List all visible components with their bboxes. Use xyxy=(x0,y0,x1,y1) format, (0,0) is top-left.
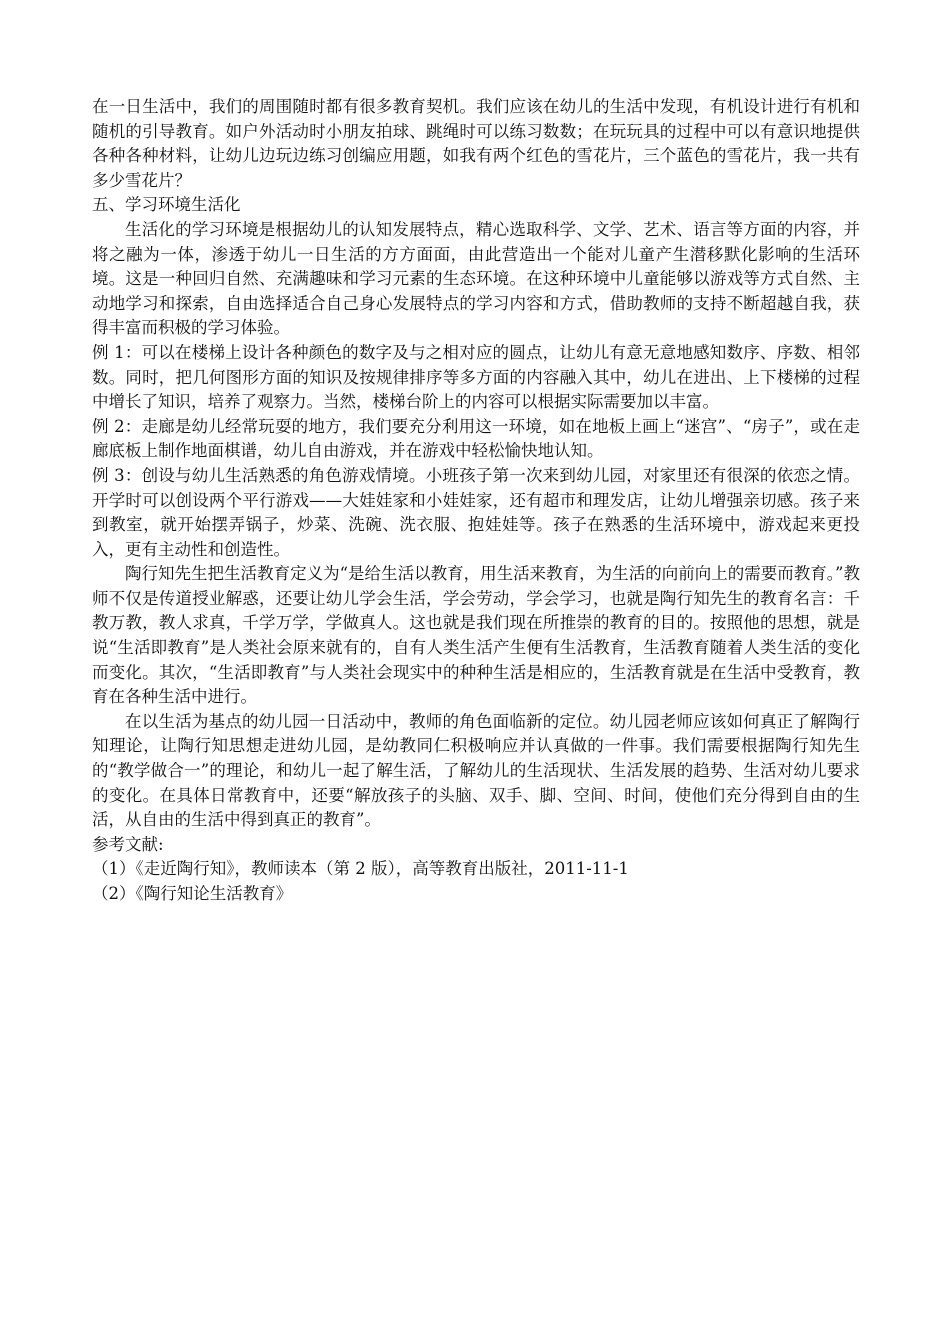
document-page xyxy=(92,95,860,907)
reference-item-2: （2）《陶行知论生活教育》 xyxy=(92,884,293,903)
intro-paragraph: 在一日生活中，我们的周围随时都有很多教育契机。我们应该在幼儿的生活中发现，有机设计进行有机和随机的引导教育。如户外活动时小朋友拍球、跳绳时可以练习数数；在玩玩具的过程中可以有意识地提供各种各种材料，让幼儿边玩边练习创编应用题，如我有两个红色的雪花片，三个蓝色的雪花片，我一共有多少雪花片？ xyxy=(92,97,860,190)
example-3-paragraph: 例 3：创设与幼儿生活熟悉的角色游戏情境。小班孩子第一次来到幼儿园，对家里还有很深的依恋之情。开学时可以创设两个平行游戏——大娃娃家和小娃娃家，还有超市和理发店，让幼儿增强亲切感。孩子来到教室，就开始摆弄锅子，炒菜、洗碗、洗衣服、抱娃娃等。孩子在熟悉的生活环境中，游戏起来更投入，更有主动性和创造性。 xyxy=(92,465,860,559)
conclusion-paragraph: 在以生活为基点的幼儿园一日活动中，教师的角色面临新的定位。幼儿园老师应该如何真正了解陶行知理论，让陶行知思想走进幼儿园，是幼教同仁积极响应并认真做的一件事。我们需要根据陶行知先生的“教学做合一”的理论，和幼儿一起了解生活，了解幼儿的生活现状、生活发展的趋势、生活对幼儿要求的变化。在具体日常教育中，还要“解放孩子的头脑、双手、脚、空间、时间，使他们充分得到自由的生活，从自由的生活中得到真正的教育”。 xyxy=(92,711,860,830)
references-title: 参考文献: xyxy=(92,834,164,854)
example-1-paragraph: 例 1：可以在楼梯上设计各种颜色的数字及与之相对应的圆点，让幼儿有意无意地感知数序、序数、相邻数。同时，把几何图形方面的知识及按规律排序等多方面的内容融入其中，幼儿在进出、上下楼梯的过程中增长了知识，培养了观察力。当然，楼梯台阶上的内容可以根据实际需要加以丰富。 xyxy=(92,342,860,412)
section-body-paragraph: 生活化的学习环境是根据幼儿的认知发展特点，精心选取科学、文学、艺术、语言等方面的内容，并将之融为一体，渗透于幼儿一日生活的方方面面，由此营造出一个能对儿童产生潜移默化影响的生活环境。这是一种回归自然、充满趣味和学习元素的生态环境。在这种环境中儿童能够以游戏等方式自然、主动地学习和探索，自由选择适合自己身心发展特点的学习内容和方式，借助教师的支持不断超越自我，获得丰富而积极的学习体验。 xyxy=(92,219,860,338)
reference-item-1: （1）《走近陶行知》，教师读本（第 2 版），高等教育出版社，2011-11-1 xyxy=(92,859,629,879)
tao-xingzhi-paragraph: 陶行知先生把生活教育定义为“是给生活以教育，用生活来教育，为生活的向前向上的需要而教育。”教师不仅是传道授业解惑，还要让幼儿学会生活，学会劳动，学会学习，也就是陶行知先生的教育名言：千教万教，教人求真，千学万学，学做真人。这也就是我们现在所推崇的教育的目的。按照他的思想，就是说“生活即教育”是人类社会原来就有的，自有人类生活产生便有生活教育，生活教育随着人类生活的变化而变化。其次，“生活即教育”与人类社会现实中的种种生活是相应的，生活教育就是在生活中受教育，教育在各种生活中进行。 xyxy=(92,564,860,707)
example-2-paragraph: 例 2：走廊是幼儿经常玩耍的地方，我们要充分利用这一环境，如在地板上画上“迷宫”、“房子”，或在走廊底板上制作地面棋谱，幼儿自由游戏，并在游戏中轻松愉快地认知。 xyxy=(92,416,860,461)
section-heading-learning-environment: 五、学习环境生活化 xyxy=(92,195,241,215)
